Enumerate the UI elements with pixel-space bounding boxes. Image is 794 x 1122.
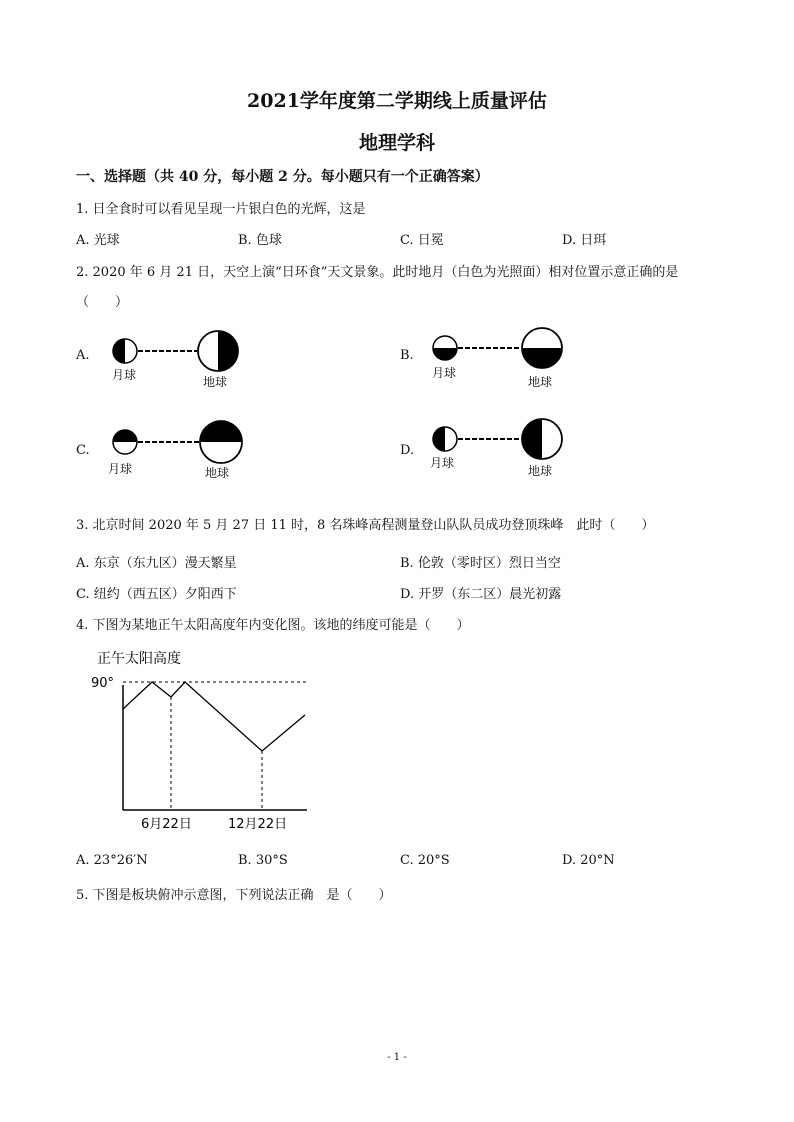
section-heading: 一、选择题（共 40 分，每小题 2 分。每小题只有一个正确答案）: [76, 169, 489, 185]
question-1: 1. 日全食时可以看见呈现一片银白色的光辉，这是: [76, 202, 366, 217]
page-title: 2021学年度第二学期线上质量评估: [247, 90, 547, 112]
earth-icon: [200, 421, 242, 463]
earth-icon: [522, 328, 562, 368]
q1-option-d[interactable]: D. 日珥: [562, 233, 607, 248]
moon-icon: [113, 339, 137, 363]
moon-icon: [113, 430, 137, 454]
solar-altitude-chart: [85, 645, 325, 840]
moon-label: 月球: [112, 368, 137, 382]
q2-diagram-a: [105, 325, 255, 395]
q2-option-b[interactable]: B.: [400, 348, 414, 363]
question-3: 3. 北京时间 2020 年 5 月 27 日 11 时，8 名珠峰高程测量登山队队员成功登顶珠峰 此时（ ）: [76, 518, 655, 533]
x-tick-label: 6月22日: [141, 817, 192, 832]
earth-label: 地球: [528, 375, 553, 389]
question-4: 4. 下图为某地正午太阳高度年内变化图。该地的纬度可能是（ ）: [76, 618, 470, 633]
question-2: 2. 2020 年 6 月 21 日，天空上演“日环食”天文景象。此时地月（白色为光照面）相对位置示意正确的是: [76, 265, 679, 280]
q4-option-d[interactable]: D. 20°N: [562, 853, 615, 868]
moon-label: 月球: [108, 462, 133, 476]
earth-label: 地球: [528, 464, 553, 478]
q1-option-c[interactable]: C. 日冕: [400, 233, 444, 248]
q4-option-a[interactable]: A. 23°26′N: [76, 853, 148, 868]
q3-option-d[interactable]: D. 开罗（东二区）晨光初露: [400, 587, 562, 602]
moon-label: 月球: [432, 366, 457, 380]
x-tick-label: 12月22日: [228, 817, 288, 832]
q2-diagram-b: [425, 322, 575, 392]
earth-label: 地球: [203, 375, 228, 389]
q1-option-b[interactable]: B. 色球: [238, 233, 282, 248]
q4-option-b[interactable]: B. 30°S: [238, 853, 288, 868]
altitude-curve: [123, 682, 305, 751]
chart-title: 正午太阳高度: [97, 651, 181, 667]
subject-title: 地理学科: [358, 132, 435, 154]
y-tick-label: 90°: [91, 676, 115, 691]
question-2-bracket: （ ）: [76, 295, 129, 310]
q1-option-a[interactable]: A. 光球: [76, 233, 120, 248]
page-number: - 1 -: [387, 1052, 407, 1063]
q4-option-c[interactable]: C. 20°S: [400, 853, 450, 868]
q3-option-a[interactable]: A. 东京（东九区）漫天繁星: [76, 556, 237, 571]
question-5: 5. 下图是板块俯冲示意图，下列说法正确 是（ ）: [76, 888, 392, 903]
earth-icon: [198, 331, 238, 371]
moon-icon: [433, 427, 457, 451]
moon-icon: [433, 336, 457, 360]
moon-label: 月球: [430, 456, 455, 470]
q2-option-c[interactable]: C.: [76, 443, 90, 458]
q2-diagram-d: [425, 413, 575, 483]
q2-option-a[interactable]: A.: [76, 348, 90, 363]
q3-option-c[interactable]: C. 纽约（西五区）夕阳西下: [76, 587, 237, 602]
earth-label: 地球: [205, 466, 230, 480]
q2-option-d[interactable]: D.: [400, 443, 415, 458]
earth-icon: [522, 419, 562, 459]
q3-option-b[interactable]: B. 伦敦（零时区）烈日当空: [400, 556, 561, 571]
